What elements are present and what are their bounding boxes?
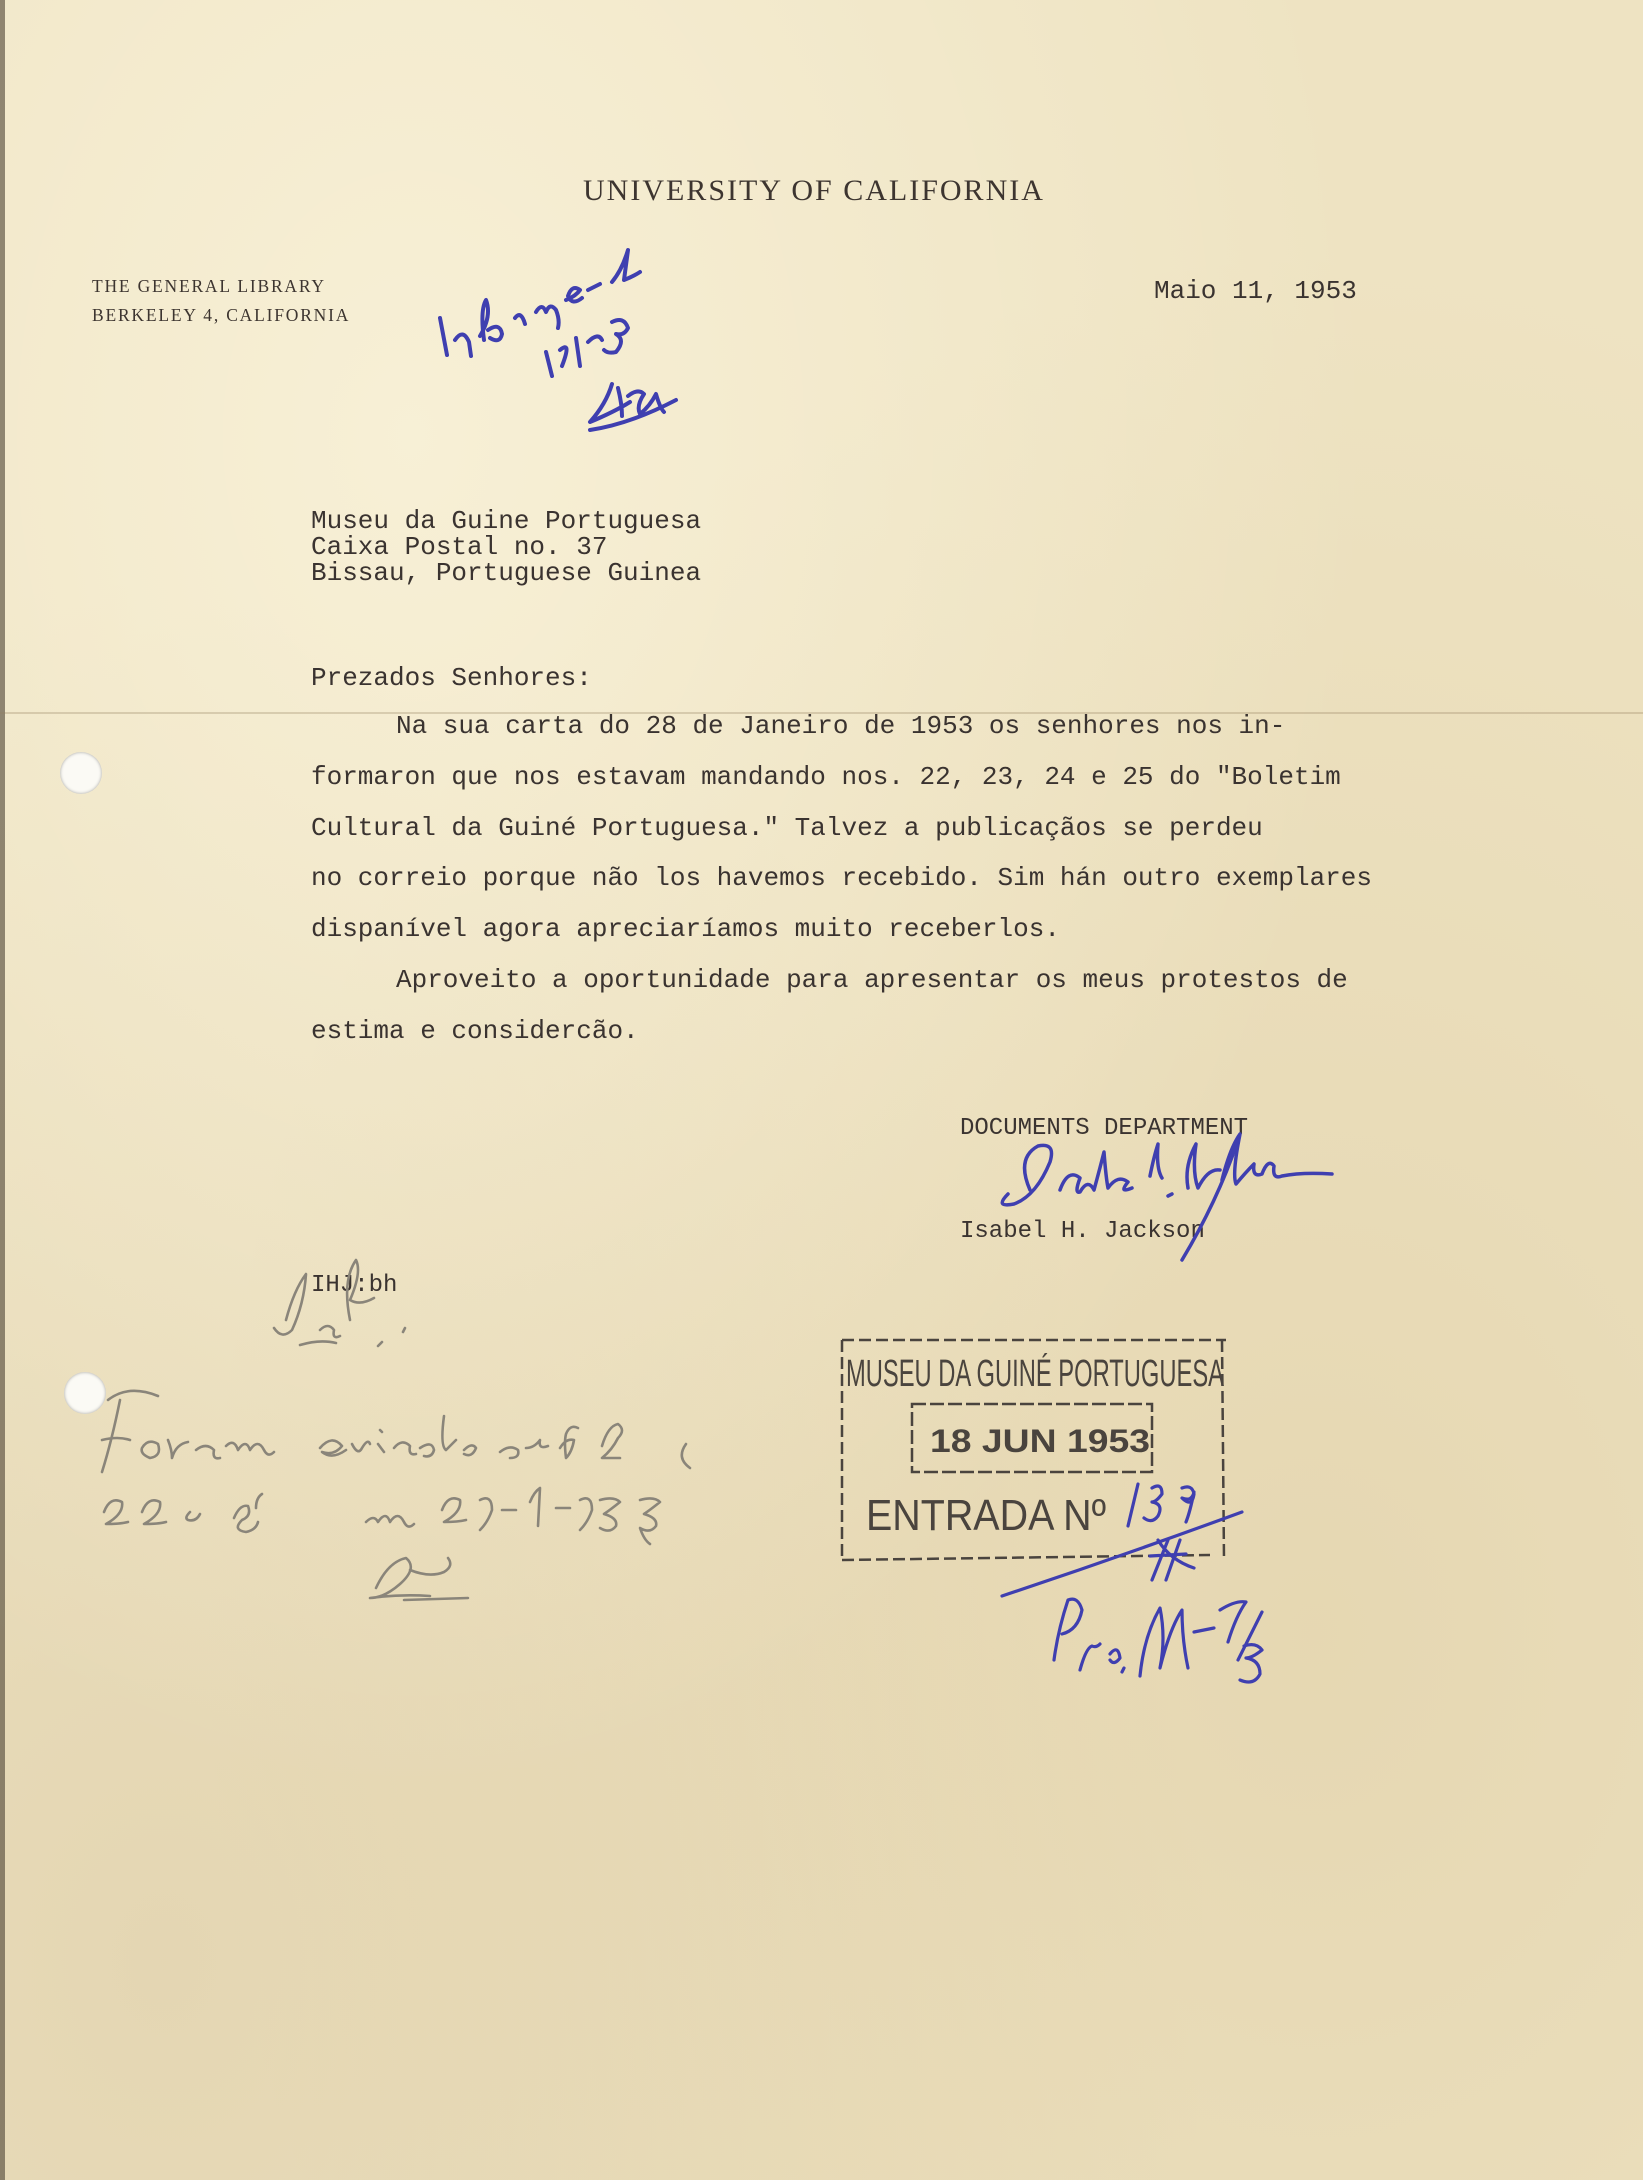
body-line: Aproveito a oportunidade para apresentar os meus protestos de	[396, 965, 1348, 995]
letterhead-university: UNIVERSITY OF CALIFORNIA	[583, 174, 1045, 207]
signature-department: DOCUMENTS DEPARTMENT	[960, 1115, 1249, 1142]
body-line: formaron que nos estavam mandando nos. 22, 23, 24 e 25 do "Boletim	[311, 762, 1341, 792]
letter-date: Maio 11, 1953	[1154, 276, 1357, 306]
body-line: Na sua carta do 28 de Janeiro de 1953 os senhores nos in-	[396, 711, 1286, 741]
signature-name: Isabel H. Jackson	[960, 1218, 1205, 1245]
recipient-line: Bissau, Portuguese Guinea	[311, 558, 702, 588]
reference-initials: IHJ:bh	[311, 1272, 398, 1299]
recipient-line: Caixa Postal no. 37	[311, 532, 608, 562]
entrada-stamp	[842, 1340, 1452, 1682]
letterhead-library-line1: THE GENERAL LIBRARY	[92, 276, 326, 296]
stamp-museum-name: MUSEU DA GUINÉ PORTUGUESA	[846, 1353, 1452, 1395]
body-line: no correio porque não los havemos recebido. Sim hán outro exemplares	[311, 863, 1372, 893]
body-line: estima e considercão.	[311, 1016, 639, 1046]
body-line: dispanível agora apreciaríamos muito receberlos.	[311, 914, 1060, 944]
signature-scrawl	[1002, 1134, 1332, 1260]
letterhead-library-line2: BERKELEY 4, CALIFORNIA	[92, 305, 351, 325]
body-line: Cultural da Guiné Portuguesa." Talvez a publicaçãos se perdeu	[311, 813, 1263, 843]
salutation: Prezados Senhores:	[311, 663, 592, 693]
pencil-notes	[102, 1260, 690, 1600]
recipient-line: Museu da Guine Portuguesa	[311, 506, 702, 536]
stamp-entrada-label: ENTRADA Nº	[866, 1491, 1106, 1540]
top-handwritten-annotation	[440, 250, 676, 430]
stamp-date: 18 JUN 1953	[930, 1423, 1150, 1459]
